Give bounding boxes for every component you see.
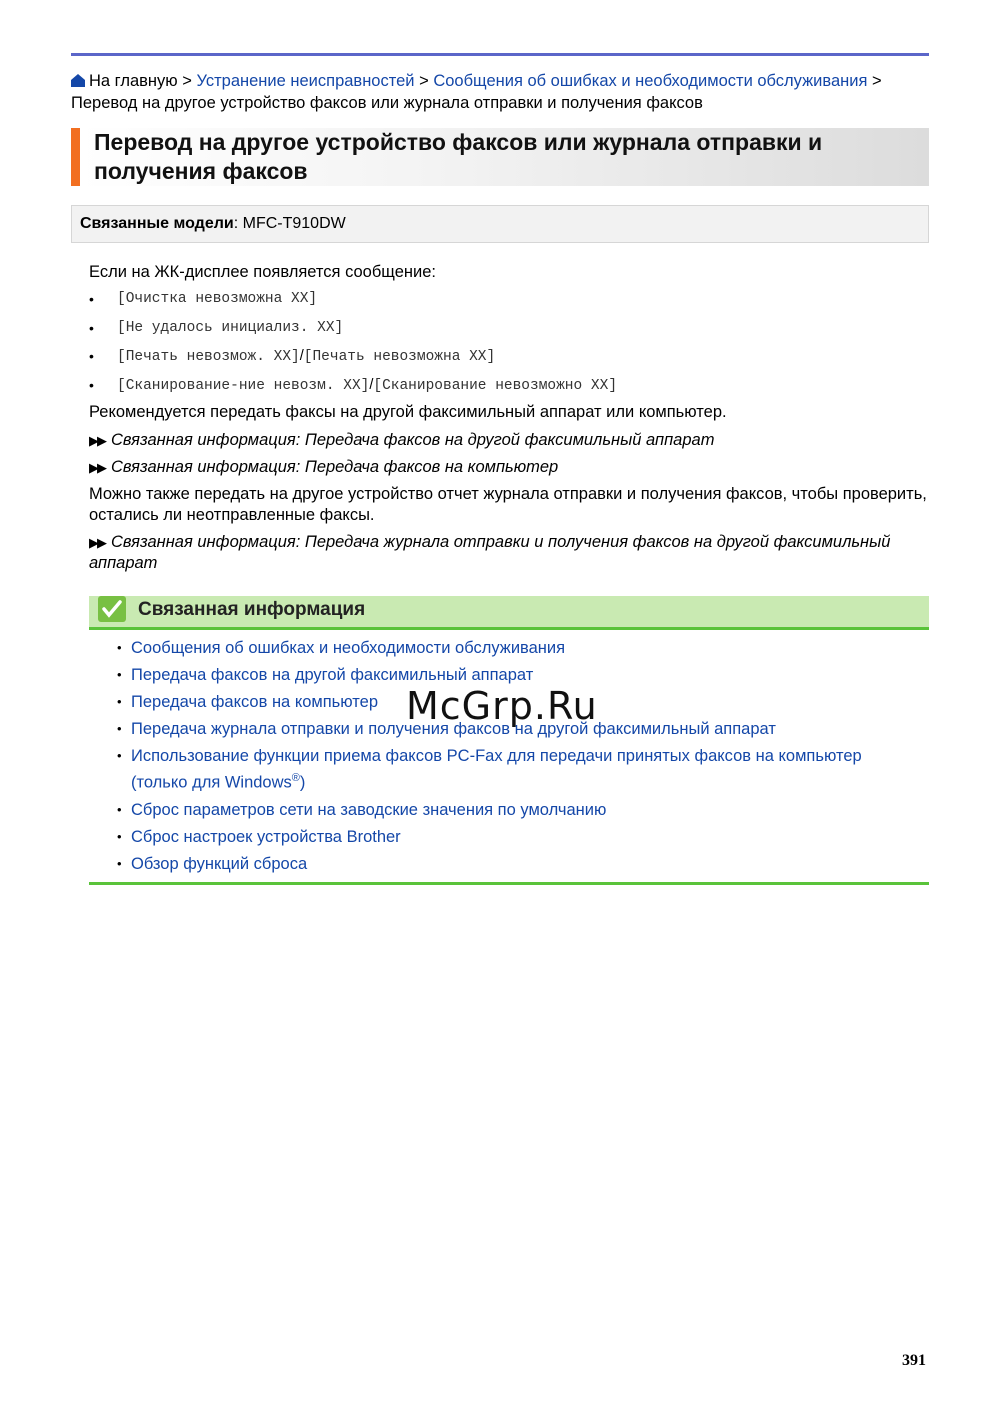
bullet: • <box>117 721 122 736</box>
also-text: Можно также передать на другое устройство отчет журнала отправки и получения факсов, чтобы проверить, остались ли неотправленные факсы. <box>89 485 927 524</box>
bullet: • <box>89 376 94 393</box>
bullet: • <box>117 801 122 817</box>
related-link-journal[interactable]: Передача журнала отправки и получения факсов на другой факсимильный аппарат <box>89 533 891 572</box>
page-title: Перевод на другое устройство факсов или журнала отправки и получения факсов <box>94 129 823 184</box>
lcd-message: [Очистка невозможна XX] <box>117 291 318 307</box>
related-link-fax-machine[interactable]: Передача факсов на другой факсимильный аппарат <box>304 431 715 449</box>
double-arrow-icon: ▶▶ <box>89 433 105 448</box>
related-item-link[interactable]: Сброс параметров сети на заводские значения по умолчанию <box>131 800 607 819</box>
related-label: Связанная информация <box>111 533 296 551</box>
lcd-message: [Печать невозможна XX] <box>303 349 496 365</box>
message-list <box>89 289 929 403</box>
breadcrumb-separator: > <box>182 72 192 90</box>
list-item <box>89 375 929 404</box>
bullet: • <box>117 828 122 844</box>
list-item <box>89 346 929 375</box>
related-item-link[interactable]: Передача факсов на другой факсимильный аппарат <box>131 666 534 684</box>
lcd-message: [Сканирование-ние невозм. XX] <box>117 377 370 394</box>
breadcrumb-error-messages[interactable]: Сообщения об ошибках и необходимости обслуживания <box>433 72 868 90</box>
related-link-row: ▶▶ Связанная информация: Передача факсов на другой факсимильный аппарат <box>89 431 715 449</box>
closing-paren: ) <box>299 773 306 792</box>
page-number: 391 <box>902 1352 926 1369</box>
bullet: • <box>117 748 122 763</box>
list-item <box>89 318 929 347</box>
slash: / <box>369 376 374 393</box>
related-item-link[interactable]: Обзор функций сброса <box>131 854 308 873</box>
bullet: • <box>117 694 122 709</box>
lcd-message: [Не удалось инициализ. XX] <box>117 319 344 336</box>
bullet: • <box>89 348 94 364</box>
home-icon[interactable] <box>71 74 85 87</box>
page-title-box <box>71 128 929 186</box>
related-item[interactable] <box>117 799 917 821</box>
breadcrumb-troubleshooting[interactable]: Устранение неисправностей <box>196 72 415 90</box>
check-icon <box>98 596 126 622</box>
breadcrumb <box>71 70 931 114</box>
related-models-value: MFC-T910DW <box>242 215 346 232</box>
related-item[interactable] <box>117 826 917 848</box>
related-models-label: Связанные модели <box>80 215 234 232</box>
related-item-link[interactable]: Сообщения об ошибках и необходимости обслуживания <box>131 639 566 657</box>
double-arrow-icon: ▶▶ <box>89 460 105 475</box>
related-link-computer[interactable]: Передача факсов на компьютер <box>304 458 559 476</box>
related-item[interactable] <box>117 637 917 659</box>
slash: / <box>299 348 304 364</box>
top-rule <box>71 53 929 56</box>
related-item-link[interactable]: Передача факсов на компьютер <box>131 693 379 711</box>
related-link-row: ▶▶ Связанная информация: Передача журнала отправки и получения факсов на другой факсимильный аппарат <box>89 533 891 572</box>
lcd-message: [Сканирование невозможно XX] <box>373 377 618 394</box>
related-link-row: ▶▶ Связанная информация: Передача факсов на компьютер <box>89 458 559 476</box>
related-item-link[interactable]: Сброс настроек устройства Brother <box>131 827 401 846</box>
bullet: • <box>89 291 94 307</box>
breadcrumb-separator: > <box>872 72 882 90</box>
watermark: McGrp.Ru <box>406 684 598 728</box>
list-item <box>89 289 929 318</box>
related-item[interactable] <box>117 853 917 875</box>
related-info-list <box>117 637 917 880</box>
related-info-header <box>89 596 929 630</box>
double-arrow-icon: ▶▶ <box>89 535 105 550</box>
related-label: Связанная информация <box>111 431 296 449</box>
related-label: Связанная информация <box>111 458 296 476</box>
related-item[interactable] <box>117 745 917 794</box>
bullet: • <box>117 667 122 682</box>
related-item-link[interactable]: Передача журнала отправки и получения факсов на другой факсимильный аппарат <box>131 720 776 738</box>
bullet: • <box>89 319 94 336</box>
bullet: • <box>117 640 122 655</box>
breadcrumb-separator: > <box>419 72 429 90</box>
related-info-title: Связанная информация <box>138 599 366 620</box>
lcd-message: [Печать невозмож. XX] <box>117 349 300 365</box>
bullet: • <box>117 855 122 871</box>
breadcrumb-home[interactable]: На главную <box>89 72 178 90</box>
bottom-rule <box>89 882 929 885</box>
lcd-message-pair <box>117 348 495 365</box>
lcd-message-pair <box>117 377 617 394</box>
recommend-text: Рекомендуется передать факсы на другой факсимильный аппарат или компьютер. <box>89 403 727 421</box>
breadcrumb-current: Перевод на другое устройство факсов или журнала отправки и получения факсов <box>71 94 703 112</box>
related-item[interactable] <box>117 664 917 686</box>
registered-mark: ® <box>291 772 300 784</box>
related-models-box: Связанные модели: MFC-T910DW <box>71 205 929 243</box>
intro-text: Если на ЖК-дисплее появляется сообщение: <box>89 263 436 281</box>
related-item-link[interactable]: Использование функции приема факсов PC-Fax для передачи принятых факсов на компьютер (только для Windows <box>131 747 862 792</box>
